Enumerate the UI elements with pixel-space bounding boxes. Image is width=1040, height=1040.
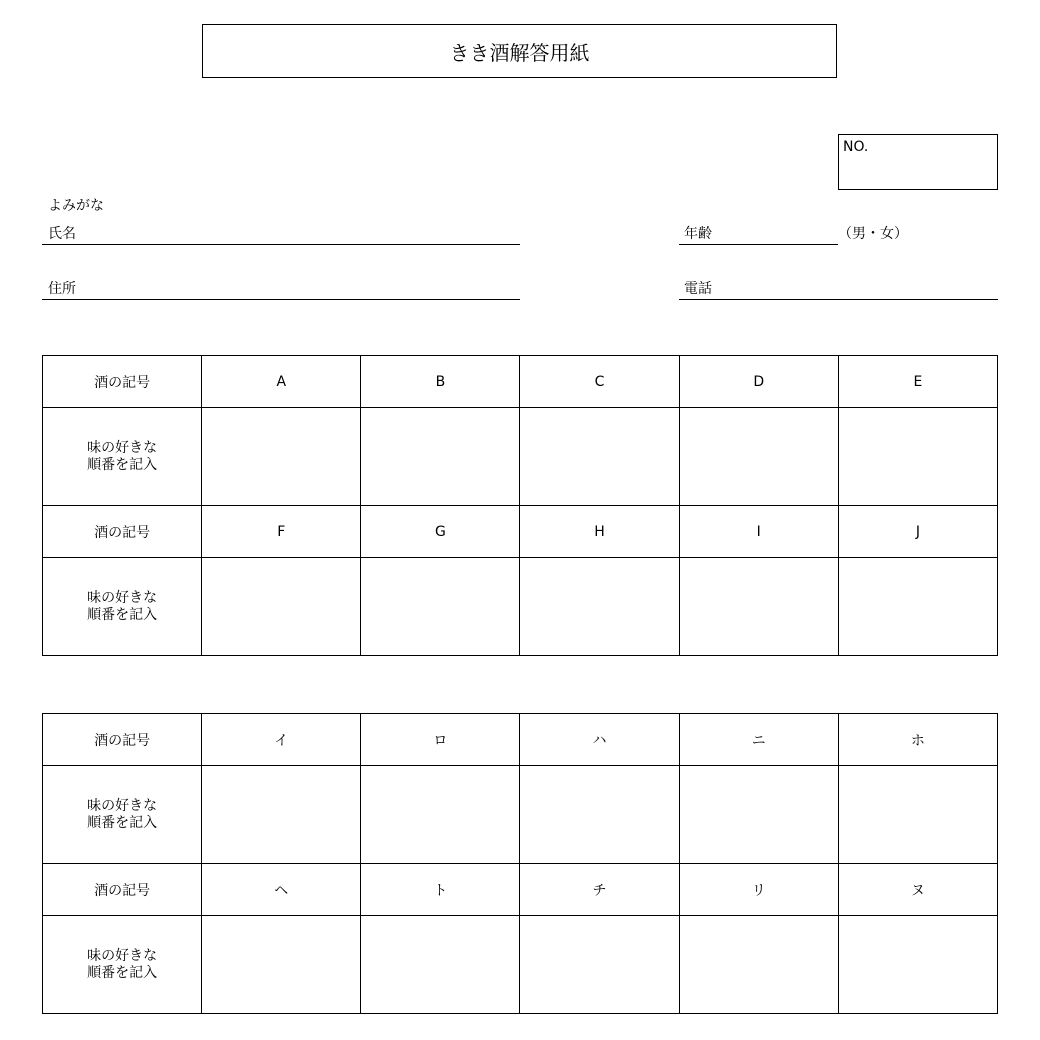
rank-label: [43, 408, 202, 506]
table-row: [43, 714, 998, 766]
rank-label-line1: 味の好きな: [87, 439, 158, 456]
rank-label-line1: 味の好きな: [87, 589, 158, 606]
page-title: きき酒解答用紙: [202, 24, 837, 78]
table-row: [43, 408, 998, 506]
sake-code-cell: H: [520, 506, 679, 558]
code-label: 酒の記号: [43, 714, 202, 766]
number-label: NO.: [843, 139, 869, 155]
table-row: [43, 356, 998, 408]
code-label: 酒の記号: [43, 864, 202, 916]
rank-answer-cell[interactable]: [838, 558, 997, 656]
rank-label: [43, 916, 202, 1014]
furigana-label: よみがな: [48, 198, 104, 214]
rank-answer-cell[interactable]: [202, 408, 361, 506]
sake-code-cell: ニ: [679, 714, 838, 766]
sake-code-cell: D: [679, 356, 838, 408]
rank-answer-cell[interactable]: [679, 916, 838, 1014]
table-row: [43, 864, 998, 916]
address-label: 住所: [48, 281, 76, 297]
rank-label-line2: 順番を記入: [87, 606, 158, 623]
sake-code-cell: E: [838, 356, 997, 408]
rank-answer-cell[interactable]: [679, 558, 838, 656]
rank-answer-cell[interactable]: [520, 558, 679, 656]
rank-answer-cell[interactable]: [361, 558, 520, 656]
code-label: 酒の記号: [43, 506, 202, 558]
age-label: 年齢: [684, 226, 712, 242]
sake-code-cell: ロ: [361, 714, 520, 766]
rank-label-line1: 味の好きな: [87, 947, 158, 964]
table-row: [43, 558, 998, 656]
rank-answer-cell[interactable]: [202, 558, 361, 656]
rank-answer-cell[interactable]: [838, 916, 997, 1014]
sake-code-cell: イ: [202, 714, 361, 766]
sake-code-cell: ヌ: [838, 864, 997, 916]
table-row: [43, 916, 998, 1014]
rank-answer-cell[interactable]: [361, 408, 520, 506]
age-field[interactable]: [679, 244, 838, 245]
rank-label-line2: 順番を記入: [87, 456, 158, 473]
sake-code-cell: ト: [361, 864, 520, 916]
rank-label-line2: 順番を記入: [87, 964, 158, 981]
rank-answer-cell[interactable]: [202, 916, 361, 1014]
phone-field[interactable]: [679, 299, 998, 300]
rank-label-line1: 味の好きな: [87, 797, 158, 814]
table-row: [43, 766, 998, 864]
sake-code-cell: ハ: [520, 714, 679, 766]
sake-code-cell: チ: [520, 864, 679, 916]
sake-code-cell: B: [361, 356, 520, 408]
name-label: 氏名: [48, 226, 76, 242]
rank-answer-cell[interactable]: [361, 916, 520, 1014]
rank-answer-cell[interactable]: [202, 766, 361, 864]
rank-answer-cell[interactable]: [361, 766, 520, 864]
table-row: [43, 506, 998, 558]
sake-code-cell: リ: [679, 864, 838, 916]
number-box[interactable]: [838, 134, 998, 190]
sake-code-cell: ヘ: [202, 864, 361, 916]
phone-label: 電話: [684, 281, 712, 297]
name-field[interactable]: [42, 244, 520, 245]
sake-code-cell: A: [202, 356, 361, 408]
rank-answer-cell[interactable]: [679, 408, 838, 506]
sake-code-cell: J: [838, 506, 997, 558]
address-field[interactable]: [42, 299, 520, 300]
rank-answer-cell[interactable]: [520, 766, 679, 864]
rank-answer-cell[interactable]: [838, 766, 997, 864]
rank-answer-cell[interactable]: [838, 408, 997, 506]
gender-label: （男・女）: [838, 226, 908, 242]
answer-table-alphabet: [42, 355, 998, 656]
sake-code-cell: F: [202, 506, 361, 558]
rank-label: [43, 558, 202, 656]
rank-label: [43, 766, 202, 864]
rank-answer-cell[interactable]: [520, 916, 679, 1014]
answer-table-katakana: [42, 713, 998, 1014]
sake-code-cell: C: [520, 356, 679, 408]
sake-code-cell: G: [361, 506, 520, 558]
sake-code-cell: I: [679, 506, 838, 558]
code-label: 酒の記号: [43, 356, 202, 408]
rank-answer-cell[interactable]: [679, 766, 838, 864]
rank-answer-cell[interactable]: [520, 408, 679, 506]
rank-label-line2: 順番を記入: [87, 814, 158, 831]
sake-code-cell: ホ: [838, 714, 997, 766]
